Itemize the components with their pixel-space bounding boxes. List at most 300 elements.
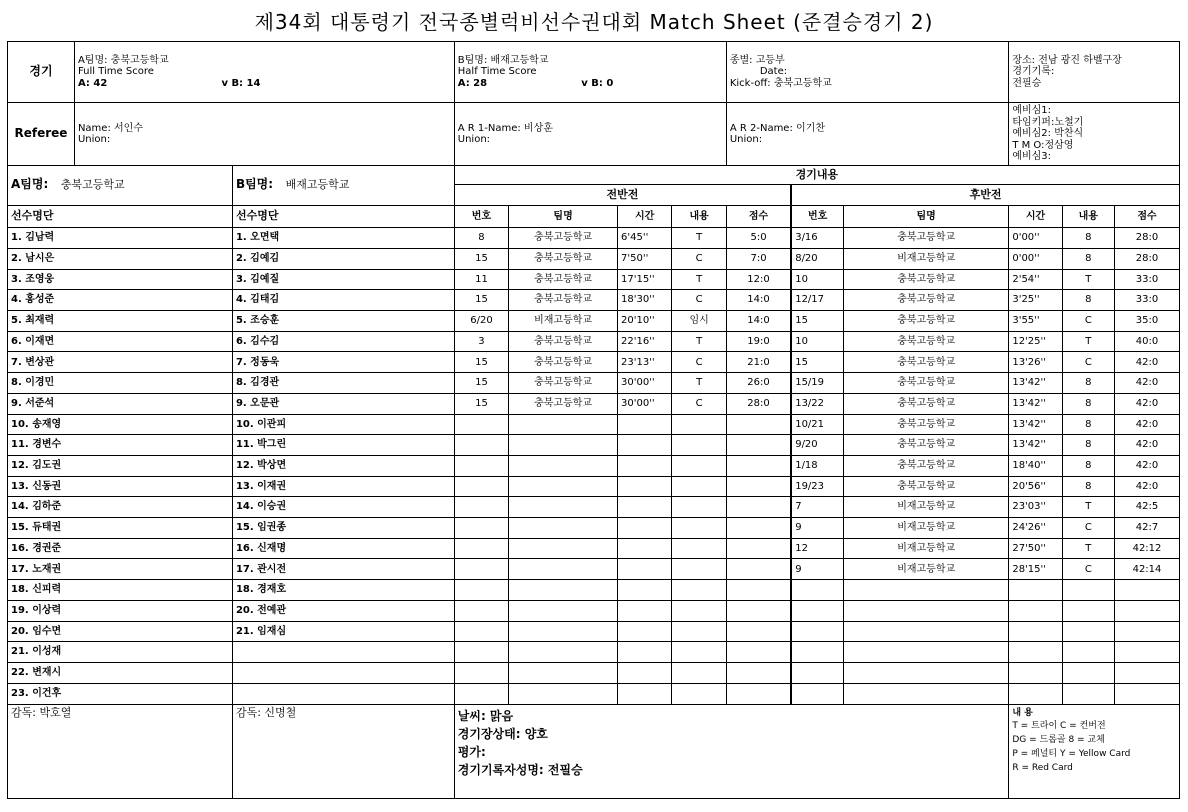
player-b: 1. 오면택 [232,228,454,249]
first-half-no [454,662,508,683]
second-half-event: 8 [1062,393,1114,414]
first-half-time [617,476,671,497]
second-half-time: 13'42'' [1009,435,1062,456]
first-half-event: C [672,393,726,414]
ar1-name: A R 1-Name: 비상훈 [457,122,553,134]
second-half-team: 비재고등학교 [844,538,1009,559]
second-half-score: 42:0 [1115,373,1180,394]
table-row [8,331,1180,352]
first-half-time [617,497,671,518]
legend-title: 내 용 [1012,707,1033,718]
second-half-time: 3'55'' [1009,311,1062,332]
second-half-time: 13'42'' [1009,414,1062,435]
record-label: 경기기록: [1012,66,1055,78]
second-half-score: 33:0 [1115,290,1180,311]
table-row [8,642,1180,663]
first-half-time: 30'00'' [617,373,671,394]
second-half-time: 24'26'' [1009,518,1062,539]
col-header: 시간 [1009,205,1062,228]
second-half-no: 12/17 [791,290,843,311]
second-half-no: 15 [791,352,843,373]
table-row [8,580,1180,601]
player-a: 14. 김하준 [8,497,233,518]
team-b-header-value: 배재고등학교 [285,178,350,192]
player-a: 17. 노재권 [8,559,233,580]
player-b [232,683,454,704]
second-half-event [1062,580,1114,601]
first-half-event [672,518,726,539]
player-b: 21. 임재심 [232,621,454,642]
second-half-time: 13'42'' [1009,373,1062,394]
player-a: 3. 조영웅 [8,269,233,290]
table-row [8,518,1180,539]
evaluation: 평가: [457,744,486,759]
player-b: 14. 이승권 [232,497,454,518]
first-half-team: 충북고등학교 [509,269,618,290]
first-half-no: 15 [454,393,508,414]
first-half-no [454,497,508,518]
second-half-score: 42:14 [1115,559,1180,580]
second-half-no [791,580,843,601]
second-half-event: T [1062,331,1114,352]
first-half-team [509,455,618,476]
ar2-union: Union: [729,134,763,146]
second-half-team: 충북고등학교 [844,393,1009,414]
first-half-time: 22'16'' [617,331,671,352]
kickoff: Kick-off: 충북고등학교 [729,77,832,89]
first-half-time [617,621,671,642]
first-half-team [509,662,618,683]
second-half-event: 8 [1062,435,1114,456]
ar2-name: A R 2-Name: 이기찬 [729,122,825,134]
first-half-time [617,538,671,559]
first-half-time [617,580,671,601]
second-half-team: 충북고등학교 [844,435,1009,456]
ar1-union: Union: [457,134,491,146]
game-label: 경기 [8,42,75,103]
table-row [8,683,1180,704]
second-half-time [1009,642,1062,663]
first-half-no [454,683,508,704]
ar1-cell [454,103,726,166]
first-half-time [617,435,671,456]
second-half-team [844,642,1009,663]
legend-line: R = Red Card [1012,763,1073,774]
player-b: 4. 김태김 [232,290,454,311]
coach-a: 감독: 박호열 [8,704,233,798]
first-half-score [726,538,791,559]
second-half-event [1062,642,1114,663]
second-half-team: 비재고등학교 [844,559,1009,580]
first-half-event [672,497,726,518]
full-time-label: Full Time Score [77,66,154,78]
first-half-score: 14:0 [726,311,791,332]
half-time-score [458,78,723,90]
full-time-score [78,78,451,90]
player-b: 7. 정동욱 [232,352,454,373]
player-a: 21. 이성재 [8,642,233,663]
second-half-event: 8 [1062,248,1114,269]
first-half-no: 6/20 [454,311,508,332]
player-a: 4. 홍성준 [8,290,233,311]
team-a-info [74,42,454,103]
first-half-score: 7:0 [726,248,791,269]
second-half-team: 비재고등학교 [844,248,1009,269]
first-half-score [726,642,791,663]
second-half-team: 충북고등학교 [844,455,1009,476]
player-a: 11. 경변수 [8,435,233,456]
first-half-no [454,518,508,539]
roster-label-a: 선수명단 [8,205,233,228]
timekeeper: 타임키퍼:노철기 [1012,116,1084,128]
player-b: 3. 김예질 [232,269,454,290]
first-half-time: 7'50'' [617,248,671,269]
col-header: 점수 [1115,205,1180,228]
first-half-event [672,538,726,559]
player-b: 12. 박상면 [232,455,454,476]
player-a: 1. 김남력 [8,228,233,249]
second-half-score: 42:0 [1115,435,1180,456]
venue: 장소: 전남 광진 하벨구장 [1012,54,1122,66]
player-b: 8. 김경관 [232,373,454,394]
first-half-score [726,435,791,456]
player-a: 16. 경권준 [8,538,233,559]
second-half-time [1009,662,1062,683]
second-half-no: 7 [791,497,843,518]
col-header: 번호 [791,205,843,228]
first-half-time [617,600,671,621]
half-time-vb: v B: 0 [581,77,614,89]
page-title: 제34회 대통령기 전국종별럭비선수권대회 Match Sheet (준결승경기 2) [254,10,934,34]
reserve-line-1 [1012,105,1176,128]
second-half-no: 9 [791,559,843,580]
first-half-time: 17'15'' [617,269,671,290]
first-half-time [617,559,671,580]
player-b: 15. 임권종 [232,518,454,539]
second-half-score: 42:5 [1115,497,1180,518]
player-a: 2. 남시은 [8,248,233,269]
col-header: 시간 [617,205,671,228]
player-b: 11. 박그린 [232,435,454,456]
legend-line: T = 트라이 C = 컨버전 [1012,721,1106,732]
second-half-title: 후반전 [791,185,1179,205]
second-half-no [791,642,843,663]
first-half-team: 충북고등학교 [509,290,618,311]
first-half-score: 26:0 [726,373,791,394]
second-half-event: C [1062,559,1114,580]
first-half-team [509,580,618,601]
first-half-team [509,683,618,704]
second-half-no [791,621,843,642]
half-time-a: A: 28 [457,77,488,89]
second-half-team: 비재고등학교 [844,518,1009,539]
first-half-no: 15 [454,373,508,394]
category-info [726,42,1008,103]
second-half-score [1115,621,1180,642]
first-half-team [509,538,618,559]
match-notes [454,704,1009,798]
first-half-no: 15 [454,248,508,269]
second-half-no [791,662,843,683]
reserve-cell [1009,103,1180,166]
first-half-team [509,435,618,456]
second-half-team [844,621,1009,642]
first-half-event: T [672,373,726,394]
second-half-no [791,683,843,704]
team-a-header-value: 충북고등학교 [60,178,125,192]
match-content-title: 경기내용 [454,165,1179,184]
first-half-score [726,518,791,539]
full-time-vb: v B: 14 [221,77,261,89]
table-row [8,373,1180,394]
team-a-header-label: A팀명: [11,177,49,192]
second-half-team: 충북고등학교 [844,414,1009,435]
second-half-team: 비재고등학교 [844,497,1009,518]
player-a: 18. 신피력 [8,580,233,601]
reserve-line-2 [1012,128,1176,151]
roster-label-b: 선수명단 [232,205,454,228]
team-a-name: A팀명: 충북고등학교 [77,54,169,66]
second-half-team: 충북고등학교 [844,373,1009,394]
legend-line: DG = 드롭골 8 = 교체 [1012,735,1105,746]
second-half-event [1062,662,1114,683]
table-row [8,497,1180,518]
second-half-event [1062,621,1114,642]
player-a: 13. 신동권 [8,476,233,497]
table-row [8,352,1180,373]
first-half-score [726,476,791,497]
second-half-no: 10 [791,331,843,352]
first-half-event: T [672,331,726,352]
second-half-time: 2'54'' [1009,269,1062,290]
player-a: 12. 김도권 [8,455,233,476]
first-half-time [617,455,671,476]
first-half-time [617,642,671,663]
table-row [8,435,1180,456]
first-half-no [454,476,508,497]
second-half-event: C [1062,352,1114,373]
tmo: T M O:정삼영 [1012,139,1074,151]
player-a: 20. 임수면 [8,621,233,642]
second-half-time: 12'25'' [1009,331,1062,352]
second-half-time: 0'00'' [1009,228,1062,249]
second-half-score: 28:0 [1115,228,1180,249]
first-half-team: 충북고등학교 [509,373,618,394]
second-half-event: 8 [1062,373,1114,394]
second-half-no: 13/22 [791,393,843,414]
first-half-team [509,497,618,518]
first-half-no [454,580,508,601]
team-b-header-label: B팀명: [235,177,274,192]
second-half-score: 28:0 [1115,248,1180,269]
second-half-score: 42:0 [1115,393,1180,414]
first-half-event [672,435,726,456]
player-b [232,642,454,663]
player-a: 23. 이건후 [8,683,233,704]
ar2-cell [726,103,1008,166]
first-half-score: 21:0 [726,352,791,373]
referee-label: Referee [8,103,75,166]
player-a: 9. 서준석 [8,393,233,414]
second-half-score [1115,662,1180,683]
first-half-team: 충북고등학교 [509,331,618,352]
first-half-team [509,600,618,621]
second-half-event: T [1062,538,1114,559]
second-half-time: 3'25'' [1009,290,1062,311]
second-half-event: C [1062,311,1114,332]
first-half-score [726,600,791,621]
second-half-no: 3/16 [791,228,843,249]
second-half-team: 충북고등학교 [844,311,1009,332]
first-half-team: 충북고등학교 [509,228,618,249]
first-half-time: 6'45'' [617,228,671,249]
second-half-score [1115,580,1180,601]
second-half-team [844,580,1009,601]
table-row [8,559,1180,580]
first-half-no: 8 [454,228,508,249]
second-half-event: 8 [1062,414,1114,435]
second-half-time: 0'00'' [1009,248,1062,269]
full-time-a: A: 42 [77,77,108,89]
first-half-event [672,414,726,435]
first-half-time [617,662,671,683]
first-half-event [672,580,726,601]
first-half-no [454,600,508,621]
second-half-time [1009,621,1062,642]
second-half-score [1115,683,1180,704]
player-b: 16. 신재명 [232,538,454,559]
second-half-team [844,662,1009,683]
first-half-event [672,600,726,621]
player-b: 17. 관시전 [232,559,454,580]
second-half-team: 충북고등학교 [844,476,1009,497]
reserve3: 예비심3: [1012,151,1052,163]
second-half-event: 8 [1062,455,1114,476]
venue-info [1009,42,1180,103]
first-half-team [509,559,618,580]
category: 종별: 고등부 [729,54,785,66]
weather: 날씨: 맑음 [457,708,514,723]
col-header: 내용 [672,205,726,228]
recorder-signature: 경기기록자성명: 전필승 [457,762,583,777]
second-half-event: 8 [1062,290,1114,311]
first-half-team [509,476,618,497]
first-half-event: 임시 [672,311,726,332]
second-half-score [1115,642,1180,663]
player-a: 22. 변재시 [8,662,233,683]
first-half-time [617,518,671,539]
first-half-event [672,621,726,642]
second-half-time: 20'56'' [1009,476,1062,497]
first-half-time: 30'00'' [617,393,671,414]
second-half-no: 1/18 [791,455,843,476]
table-row [8,538,1180,559]
table-row [8,290,1180,311]
second-half-time: 18'40'' [1009,455,1062,476]
second-half-time [1009,580,1062,601]
second-half-no: 9/20 [791,435,843,456]
first-half-team: 충북고등학교 [509,248,618,269]
second-half-score: 42:0 [1115,352,1180,373]
first-half-team [509,414,618,435]
first-half-no [454,621,508,642]
first-half-event: C [672,352,726,373]
first-half-score: 14:0 [726,290,791,311]
first-half-no [454,435,508,456]
first-half-no: 3 [454,331,508,352]
table-row [8,662,1180,683]
second-half-no: 10 [791,269,843,290]
second-half-no: 10/21 [791,414,843,435]
col-header: 팀명 [509,205,618,228]
second-half-time: 13'26'' [1009,352,1062,373]
second-half-event [1062,683,1114,704]
first-half-no: 15 [454,352,508,373]
first-half-score [726,683,791,704]
second-half-score: 33:0 [1115,269,1180,290]
referee-union: Union: [77,134,111,146]
table-row [8,248,1180,269]
second-half-no: 19/23 [791,476,843,497]
second-half-no: 8/20 [791,248,843,269]
first-half-event [672,683,726,704]
first-half-score [726,621,791,642]
player-b [232,662,454,683]
second-half-score: 40:0 [1115,331,1180,352]
player-a: 19. 이상력 [8,600,233,621]
player-a: 10. 송재영 [8,414,233,435]
first-half-event [672,662,726,683]
first-half-team [509,621,618,642]
table-row [8,455,1180,476]
first-half-score: 12:0 [726,269,791,290]
second-half-team: 충북고등학교 [844,228,1009,249]
second-half-team: 충북고등학교 [844,269,1009,290]
first-half-no: 11 [454,269,508,290]
first-half-score: 19:0 [726,331,791,352]
second-half-team: 충북고등학교 [844,290,1009,311]
record-name: 전필승 [1012,77,1042,89]
col-header: 내용 [1062,205,1114,228]
first-half-team: 충북고등학교 [509,393,618,414]
first-half-event: T [672,269,726,290]
player-b: 6. 김수김 [232,331,454,352]
table-row [8,311,1180,332]
first-half-event [672,476,726,497]
first-half-score: 5:0 [726,228,791,249]
first-half-event [672,559,726,580]
table-row [8,600,1180,621]
second-half-event [1062,600,1114,621]
second-half-event: T [1062,269,1114,290]
first-half-no [454,538,508,559]
second-half-event: 8 [1062,228,1114,249]
second-half-score: 42:0 [1115,476,1180,497]
second-half-team: 충북고등학교 [844,352,1009,373]
second-half-time: 13'42'' [1009,393,1062,414]
first-half-score: 28:0 [726,393,791,414]
table-row [8,393,1180,414]
first-half-time: 18'30'' [617,290,671,311]
second-half-time [1009,683,1062,704]
player-b: 10. 이관피 [232,414,454,435]
second-half-team [844,683,1009,704]
player-a: 8. 이경민 [8,373,233,394]
player-b: 9. 오문관 [232,393,454,414]
table-row [8,621,1180,642]
team-a-header [8,165,233,205]
legend [1009,704,1180,798]
